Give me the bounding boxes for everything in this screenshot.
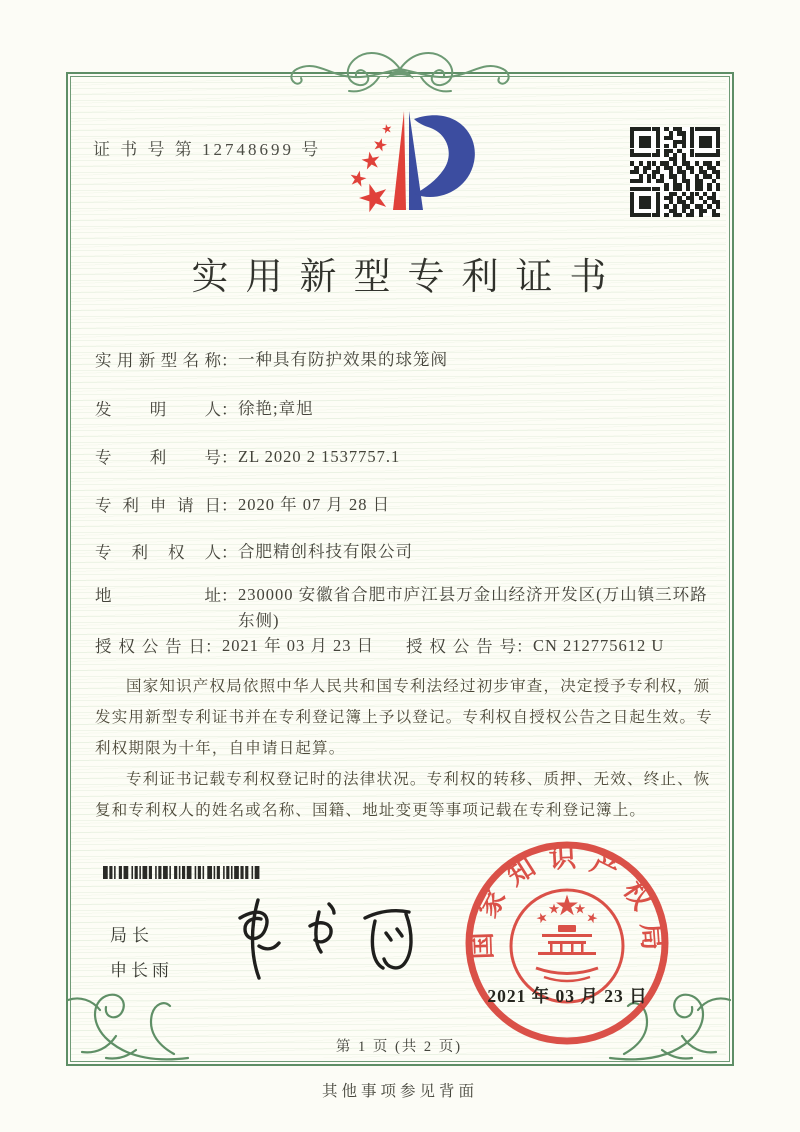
field-label: 发明人 xyxy=(95,400,221,419)
seal-text: 国家知识产权局 xyxy=(466,842,668,960)
field-value: 合肥精创科技有限公司 xyxy=(238,542,413,561)
barcode xyxy=(103,866,261,879)
grant-date-label: 授权公告日 xyxy=(95,637,205,656)
field-colon: ： xyxy=(221,586,238,605)
field-colon: ： xyxy=(221,351,238,370)
certificate-number: 证 书 号 第 12748699 号 xyxy=(93,140,322,159)
field-value: 230000 安徽省合肥市庐江县万金山经济开发区(万山镇三环路东侧) xyxy=(238,585,708,630)
commissioner-signature xyxy=(218,886,433,988)
grant-date-value: 2021 年 03 月 23 日 xyxy=(222,636,375,655)
field-label: 地址 xyxy=(95,586,221,605)
field-row-patent-number xyxy=(95,444,727,470)
field-row-name xyxy=(95,347,727,373)
legal-paragraph-2: 专利证书记载专利权登记时的法律状况。专利权的转移、质押、无效、终止、恢复和专利权人的姓名或名称、国籍、地址变更等事项记载在专利登记簿上。 xyxy=(95,771,711,819)
field-colon: ： xyxy=(221,400,238,419)
field-colon: ： xyxy=(205,637,222,656)
top-flourish-ornament xyxy=(283,39,517,103)
field-row-patentee xyxy=(95,539,727,565)
legal-paragraph-1: 国家知识产权局依照中华人民共和国专利法经过初步审查，决定授予专利权，颁发实用新型专利证书并在专利登记簿上予以登记。专利权自授权公告之日起生效。专利权期限为十年，自申请日起算。 xyxy=(95,678,713,757)
field-label: 实用新型名称 xyxy=(95,351,221,370)
logo-stars xyxy=(349,123,393,214)
field-value: 2020 年 07 月 28 日 xyxy=(238,495,391,514)
field-row-inventor xyxy=(95,396,727,422)
page-number: 第 1 页 (共 2 页) xyxy=(335,1039,463,1055)
field-label: 专利号 xyxy=(95,448,221,467)
commissioner-role: 局长 xyxy=(110,926,154,945)
grant-number-value: CN 212775612 U xyxy=(533,636,665,655)
field-label: 专利权人 xyxy=(95,543,221,562)
field-value: 徐艳;章旭 xyxy=(238,399,314,418)
field-label: 专利申请日 xyxy=(95,496,221,515)
legal-text-block xyxy=(95,671,725,826)
commissioner-name: 申长雨 xyxy=(110,961,173,980)
field-row-grant xyxy=(95,633,727,659)
cnipa-logo xyxy=(332,106,482,234)
field-colon: ： xyxy=(221,496,238,515)
field-value: 一种具有防护效果的球笼阀 xyxy=(238,350,448,369)
field-colon: ： xyxy=(516,637,533,656)
back-side-note: 其他事项参见背面 xyxy=(321,1083,478,1100)
field-value: ZL 2020 2 1537757.1 xyxy=(238,447,401,466)
seal-date: 2021 年 03 月 23 日 xyxy=(487,986,648,1006)
field-colon: ： xyxy=(221,448,238,467)
field-row-filing-date xyxy=(95,492,727,518)
field-colon: ： xyxy=(221,543,238,562)
qr-code xyxy=(630,127,719,216)
grant-number-label: 授权公告号 xyxy=(406,637,516,656)
certificate-title: 实用新型专利证书 xyxy=(191,257,624,298)
field-row-address xyxy=(95,582,727,634)
